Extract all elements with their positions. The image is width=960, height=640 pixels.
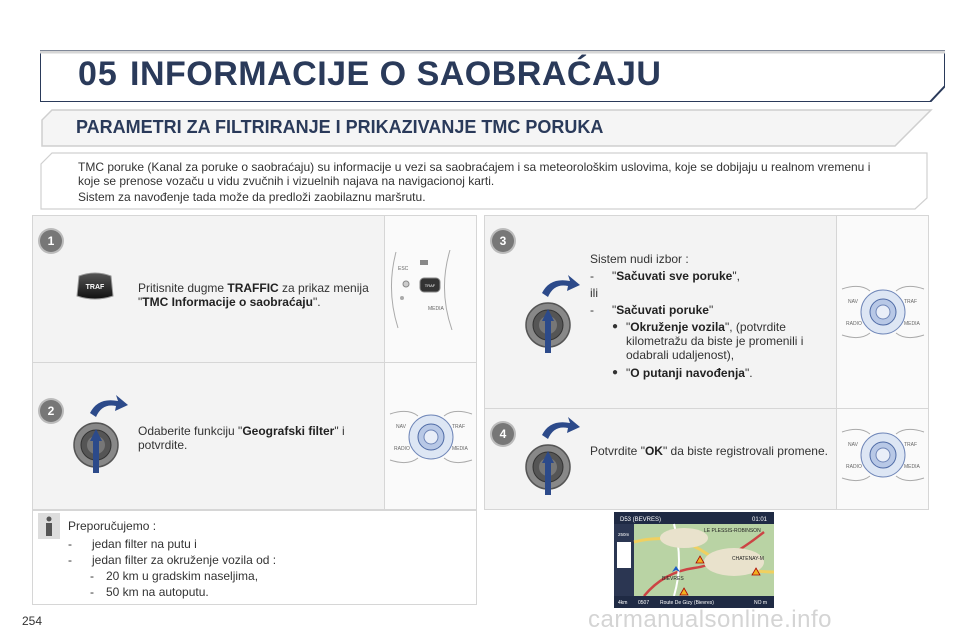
svg-text:TRAF: TRAF (904, 442, 918, 448)
svg-text:ESC: ESC (398, 266, 409, 272)
svg-text:MEDIA: MEDIA (904, 464, 920, 470)
traffic-button-icon (75, 270, 115, 302)
step-1-text: Pritisnite dugme TRAFFIC za prikaz menija "TMC Informacije o saobraćaju". (138, 281, 369, 309)
intro-paragraph-1: TMC poruke (Kanal za poruke o saobraćaju) su informacije u vezi sa saobraćajem i sa meteorološkim uslovima, koje se dobijaju u realnom vremenu i koje se prenose vozaču u vidu zvučnih i vizuelnih najava na navigacionoj karti. (78, 160, 871, 188)
control-panel-navigation-illustration (388, 402, 474, 472)
step-3-badge: 3 (492, 230, 514, 252)
svg-text:RADIO: RADIO (846, 321, 862, 327)
svg-text:TRAF: TRAF (452, 424, 466, 430)
map-place-label: CHATENAY-M (732, 556, 764, 562)
rotary-knob-press-icon (522, 275, 584, 355)
step-1-badge: 1 (40, 230, 62, 252)
svg-text:TRAF: TRAF (904, 299, 918, 305)
svg-text:NAV: NAV (396, 424, 406, 430)
svg-text:RADIO: RADIO (394, 446, 410, 452)
svg-text:MEDIA: MEDIA (452, 446, 468, 452)
navigation-map-screenshot (614, 512, 774, 608)
rotary-knob-press-icon (522, 417, 584, 497)
map-distance: 4km (618, 600, 628, 606)
map-bottom-right: NO m (754, 600, 768, 606)
section-title: PARAMETRI ZA FILTRIRANJE I PRIKAZIVANJE TMC PORUKA (76, 117, 604, 137)
map-scale: 250m (618, 532, 630, 537)
map-eta: 0507 (638, 600, 650, 606)
step-4-text: Potvrdite "OK" da biste registrovali promene. (590, 444, 828, 458)
svg-text:RADIO: RADIO (846, 464, 862, 470)
traffic-button-label: TRAF (85, 284, 105, 291)
svg-text:MEDIA: MEDIA (428, 306, 444, 312)
control-panel-navigation-illustration (840, 420, 926, 490)
step-2-badge: 2 (40, 400, 62, 422)
chapter-title: INFORMACIJE O SAOBRAĆAJU (130, 55, 662, 93)
map-road-name: Route De Gizy (Bievres) (660, 600, 714, 606)
map-time: 01:01 (752, 517, 768, 523)
step-3-text: Sistem nudi izbor : - "Sačuvati sve poruke", ili - "Sačuvati poruke" ● "Okruženje vozila", (potvrdite kilometražu da biste je promenili i odabrali udaljenost), ● "O putanji navođenja". (590, 252, 804, 380)
chapter-number: 05 (78, 55, 118, 93)
svg-text:TRAF: TRAF (424, 283, 436, 288)
page-number: 254 (22, 614, 43, 628)
map-road-label: D53 (BEVRES) (620, 517, 662, 523)
step-4-badge: 4 (492, 423, 514, 445)
map-place-label: LE PLESSIS-ROBINSON (704, 528, 761, 534)
svg-text:NAV: NAV (848, 299, 858, 305)
control-panel-traffic-illustration (390, 250, 472, 330)
info-icon (38, 513, 60, 539)
recommendation-text: Preporučujemo : - jedan filter na putu i - jedan filter za okruženje vozila od : - 20 km u gradskim naseljima, - 50 km na autoputu. (68, 519, 277, 599)
watermark: carmanualsonline.info (588, 606, 832, 633)
svg-text:NAV: NAV (848, 442, 858, 448)
rotary-knob-press-icon (70, 395, 132, 475)
map-place-label: BIEVRES (662, 576, 684, 582)
svg-text:MEDIA: MEDIA (904, 321, 920, 327)
step-2-text: Odaberite funkciju "Geografski filter" i potvrdite. (138, 424, 345, 452)
intro-paragraph-2: Sistem za navođenje tada može da predloži zaobilaznu maršrutu. (78, 190, 426, 204)
control-panel-navigation-illustration (840, 277, 926, 347)
